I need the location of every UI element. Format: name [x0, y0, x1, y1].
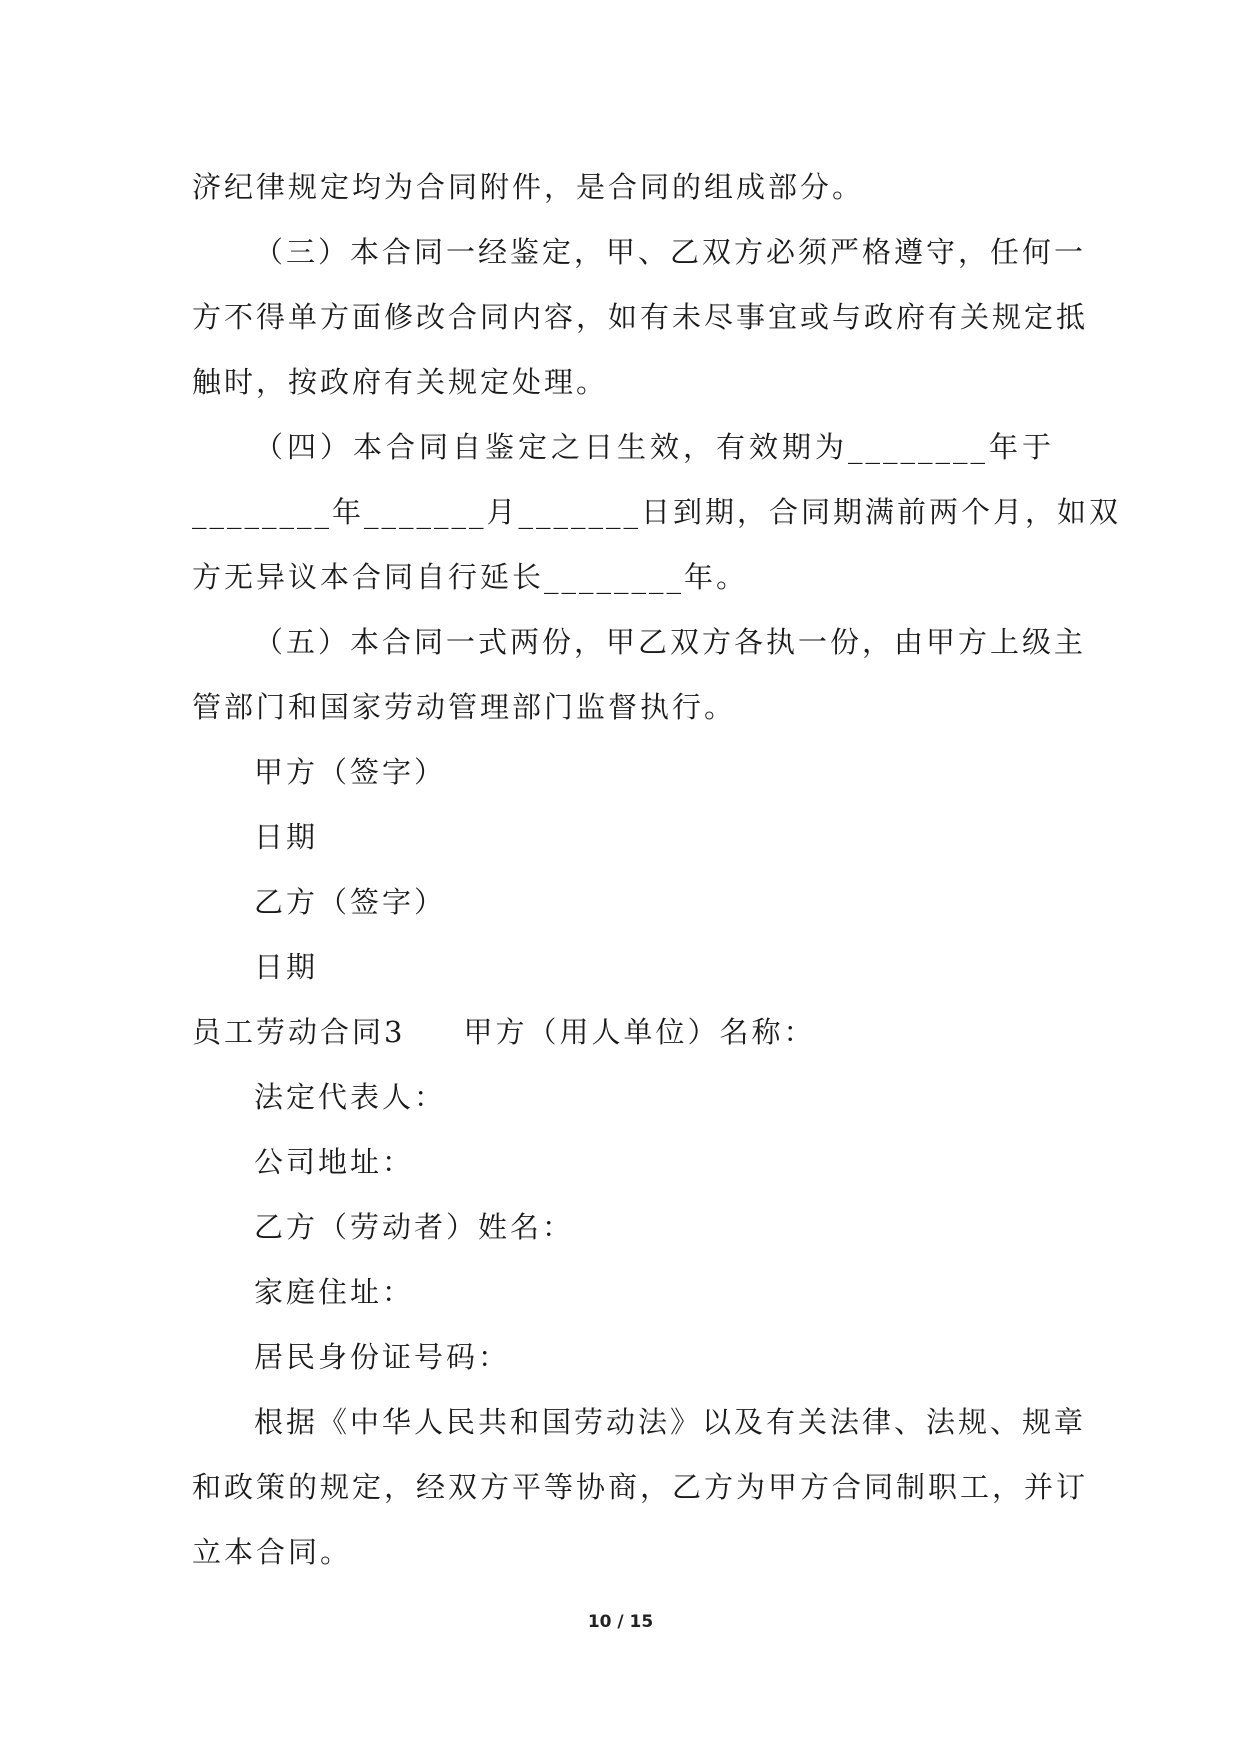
employer-name-label: 甲方（用人单位）名称：: [463, 1015, 816, 1049]
document-body: [192, 155, 1122, 1585]
id-number-label: 居民身份证号码：: [254, 1340, 511, 1374]
party-a-signature-label: 甲方（签字）: [254, 755, 447, 789]
clause-four-line: （四）本合同自鉴定之日生效，有效期为________年于: [254, 430, 1054, 464]
paragraph-line: 触时，按政府有关规定处理。: [192, 365, 609, 399]
paragraph-line: 管部门和国家劳动管理部门监督执行。: [192, 690, 737, 724]
employee-name-label: 乙方（劳动者）姓名：: [254, 1210, 575, 1244]
contract-title: 员工劳动合同3: [192, 1015, 406, 1049]
clause-three-line: （三）本合同一经鉴定，甲、乙双方必须严格遵守，任何一: [254, 235, 1087, 269]
party-a-date-label: 日期: [254, 820, 319, 854]
contract-heading: [192, 1000, 1054, 1065]
legal-representative-label: 法定代表人：: [254, 1080, 447, 1114]
clause-five-line: （五）本合同一式两份，甲乙双方各执一份，由甲方上级主: [254, 625, 1087, 659]
paragraph-line: 方无异议本合同自行延长________年。: [192, 560, 749, 594]
home-address-label: 家庭住址：: [254, 1275, 415, 1309]
party-b-signature-label: 乙方（签字）: [254, 885, 447, 919]
paragraph-line: 济纪律规定均为合同附件，是合同的组成部分。: [192, 170, 865, 204]
closing-paragraph-line: 和政策的规定，经双方平等协商，乙方为甲方合同制职工，并订: [192, 1470, 1089, 1504]
company-address-label: 公司地址：: [254, 1145, 415, 1179]
closing-paragraph-line: 立本合同。: [192, 1535, 353, 1569]
paragraph-line: 方不得单方面修改合同内容，如有未尽事宜或与政府有关规定抵: [192, 300, 1089, 334]
paragraph-line: ________年_______月_______日到期，合同期满前两个月，如双: [192, 495, 1122, 529]
closing-paragraph-line: 根据《中华人民共和国劳动法》以及有关法律、法规、规章: [254, 1405, 1087, 1439]
page-number: 10 / 15: [587, 1612, 654, 1632]
party-b-date-label: 日期: [254, 950, 319, 984]
